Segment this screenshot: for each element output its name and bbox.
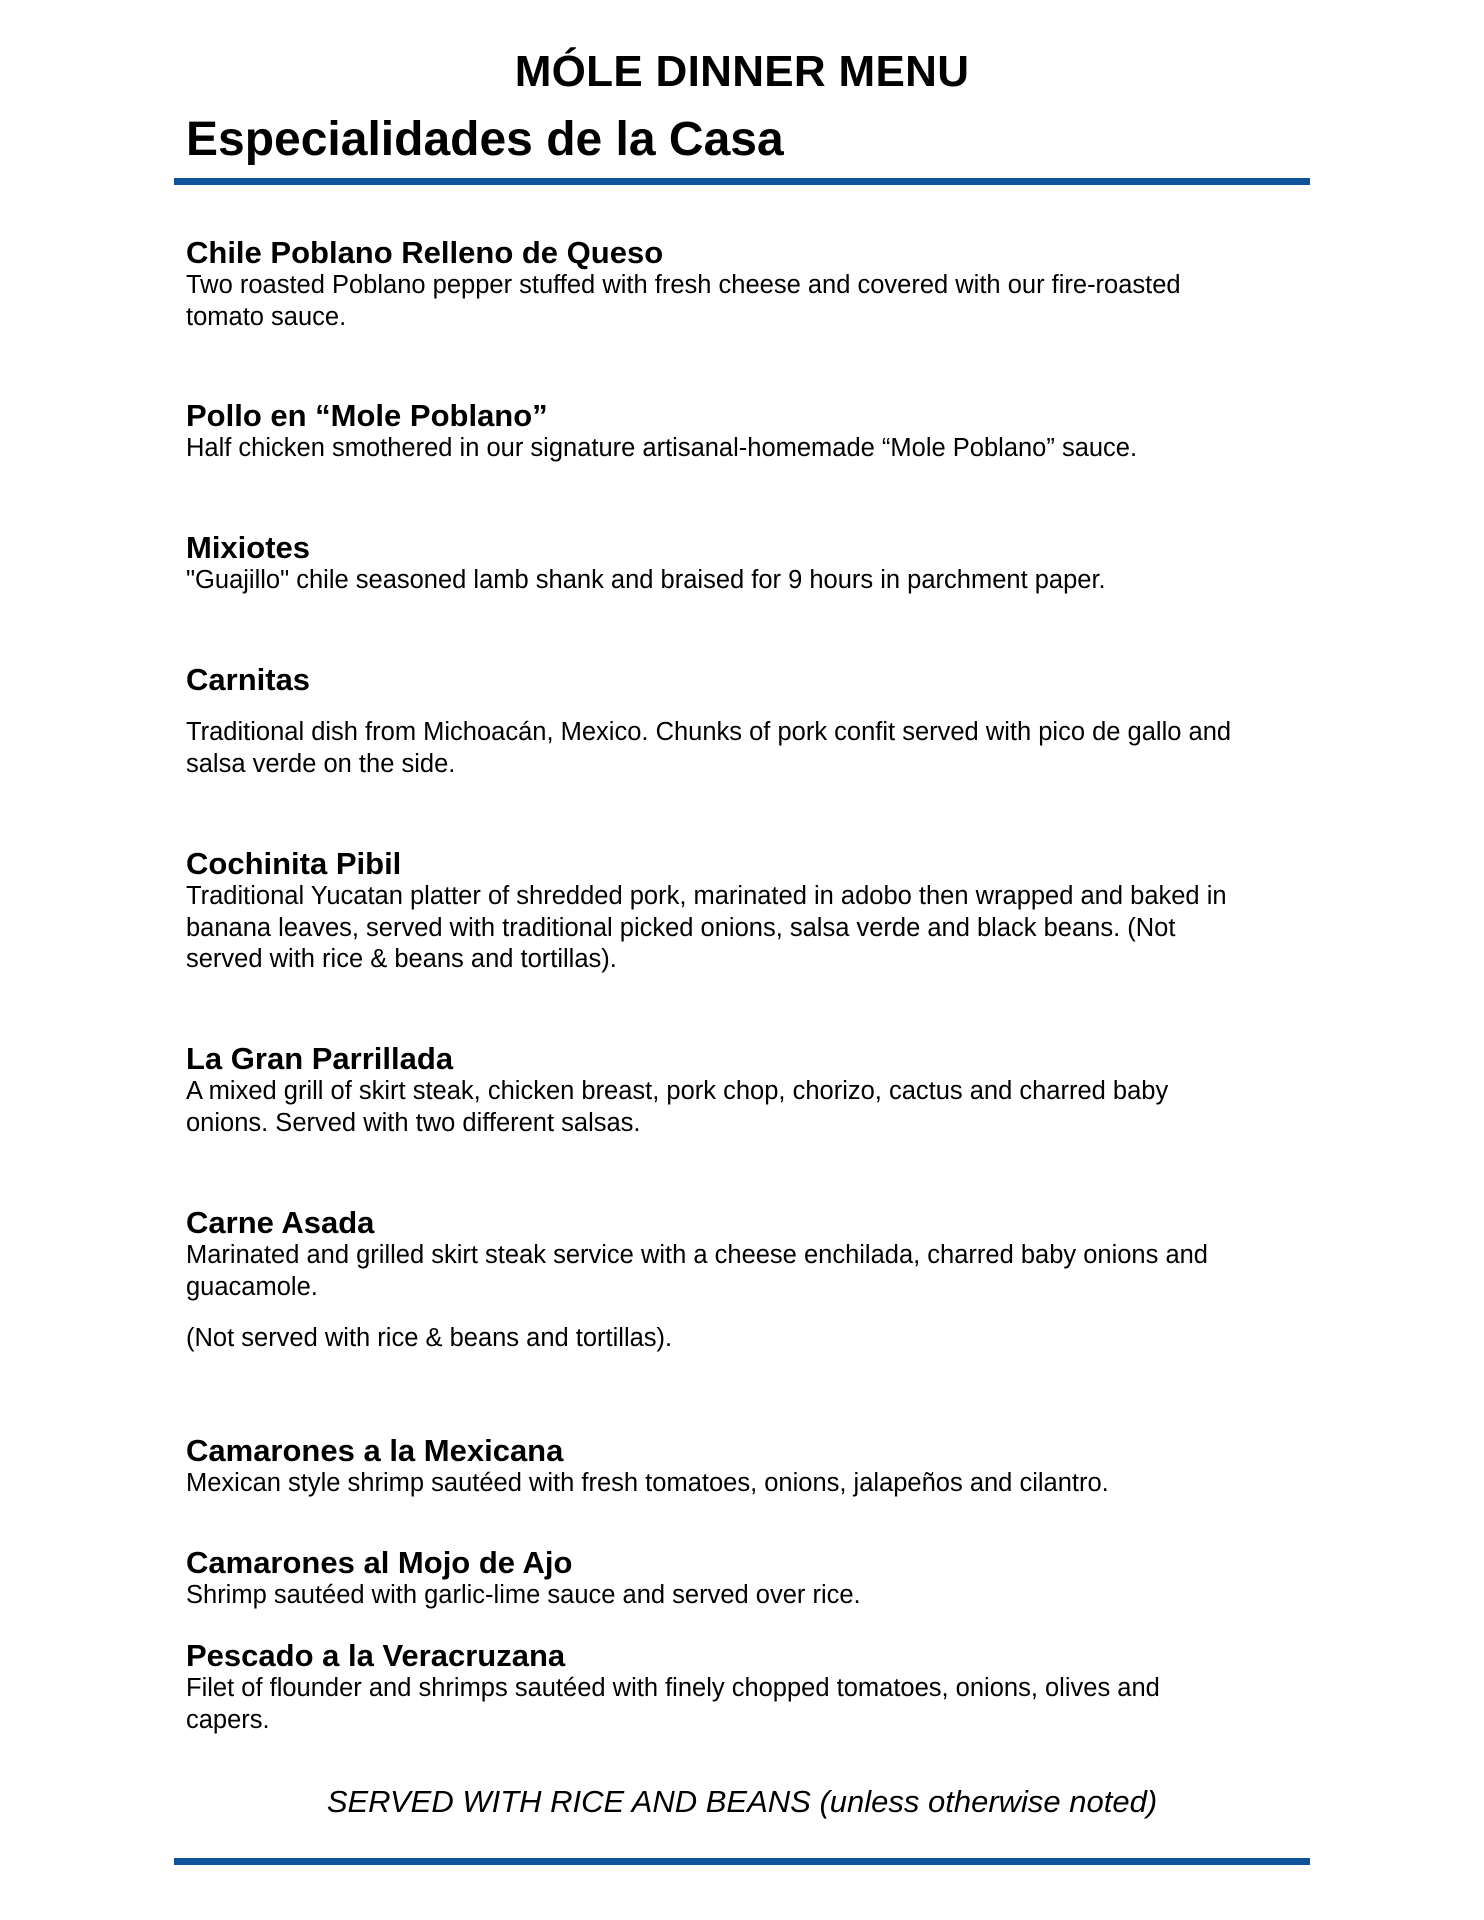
dish-pescado-a-la-veracruzana: [186, 1639, 1306, 1736]
dish-name: Cochinita Pibil: [186, 846, 402, 881]
section-title: Especialidades de la Casa: [186, 113, 784, 166]
dish-name: La Gran Parrillada: [186, 1041, 454, 1076]
dish-description: Traditional dish from Michoacán, Mexico. Chunks of pork confit served with pico de gallo and salsa verde on the side.: [186, 718, 1232, 778]
dish-description: "Guajillo" chile seasoned lamb shank and braised for 9 hours in parchment paper.: [186, 566, 1106, 594]
dish-camarones-a-la-mexicana: [186, 1434, 1306, 1500]
menu-title: MÓLE DINNER MENU: [514, 47, 970, 96]
top-divider: [174, 178, 1310, 185]
dish-description: Two roasted Poblano pepper stuffed with fresh cheese and covered with our fire-roasted tomato sauce.: [186, 271, 1181, 331]
dish-description: Shrimp sautéed with garlic-lime sauce and served over rice.: [186, 1581, 861, 1609]
dish-name: Carne Asada: [186, 1205, 375, 1240]
dish-name: Camarones al Mojo de Ajo: [186, 1545, 573, 1580]
dish-description: A mixed grill of skirt steak, chicken breast, pork chop, chorizo, cactus and charred baby onions. Served with two different salsas.: [186, 1077, 1169, 1137]
dish-chile-poblano-relleno: [186, 236, 1306, 333]
dish-la-gran-parrillada: [186, 1042, 1306, 1139]
dish-carne-asada: [186, 1206, 1306, 1355]
dish-description: Filet of flounder and shrimps sautéed with finely chopped tomatoes, onions, olives and capers.: [186, 1674, 1160, 1734]
dish-name: Chile Poblano Relleno de Queso: [186, 235, 664, 270]
dish-cochinita-pibil: [186, 847, 1306, 976]
dish-camarones-al-mojo-de-ajo: [186, 1546, 1306, 1612]
dish-description: Marinated and grilled skirt steak service with a cheese enchilada, charred baby onions and guacamole.: [186, 1241, 1208, 1301]
dish-name: Camarones a la Mexicana: [186, 1433, 564, 1468]
dish-name: Carnitas: [186, 662, 311, 697]
bottom-divider: [174, 1858, 1310, 1865]
dish-description: Traditional Yucatan platter of shredded pork, marinated in adobo then wrapped and baked in banana leaves, served with traditional picked onions, salsa verde and black beans. (Not served with rice & beans and tortillas).: [186, 882, 1227, 973]
dish-carnitas: [186, 663, 1306, 780]
dish-description: Mexican style shrimp sautéed with fresh tomatoes, onions, jalapeños and cilantro.: [186, 1469, 1109, 1497]
served-with-note: SERVED WITH RICE AND BEANS (unless otherwise noted): [326, 1784, 1158, 1819]
dish-mixiotes: [186, 531, 1306, 597]
dish-description: Half chicken smothered in our signature artisanal-homemade “Mole Poblano” sauce.: [186, 434, 1138, 462]
dish-name: Pollo en “Mole Poblano”: [186, 398, 548, 433]
dish-name: Pescado a la Veracruzana: [186, 1638, 566, 1673]
dish-pollo-mole-poblano: [186, 399, 1306, 465]
dish-name: Mixiotes: [186, 530, 311, 565]
dish-note: (Not served with rice & beans and tortillas).: [186, 1324, 673, 1352]
